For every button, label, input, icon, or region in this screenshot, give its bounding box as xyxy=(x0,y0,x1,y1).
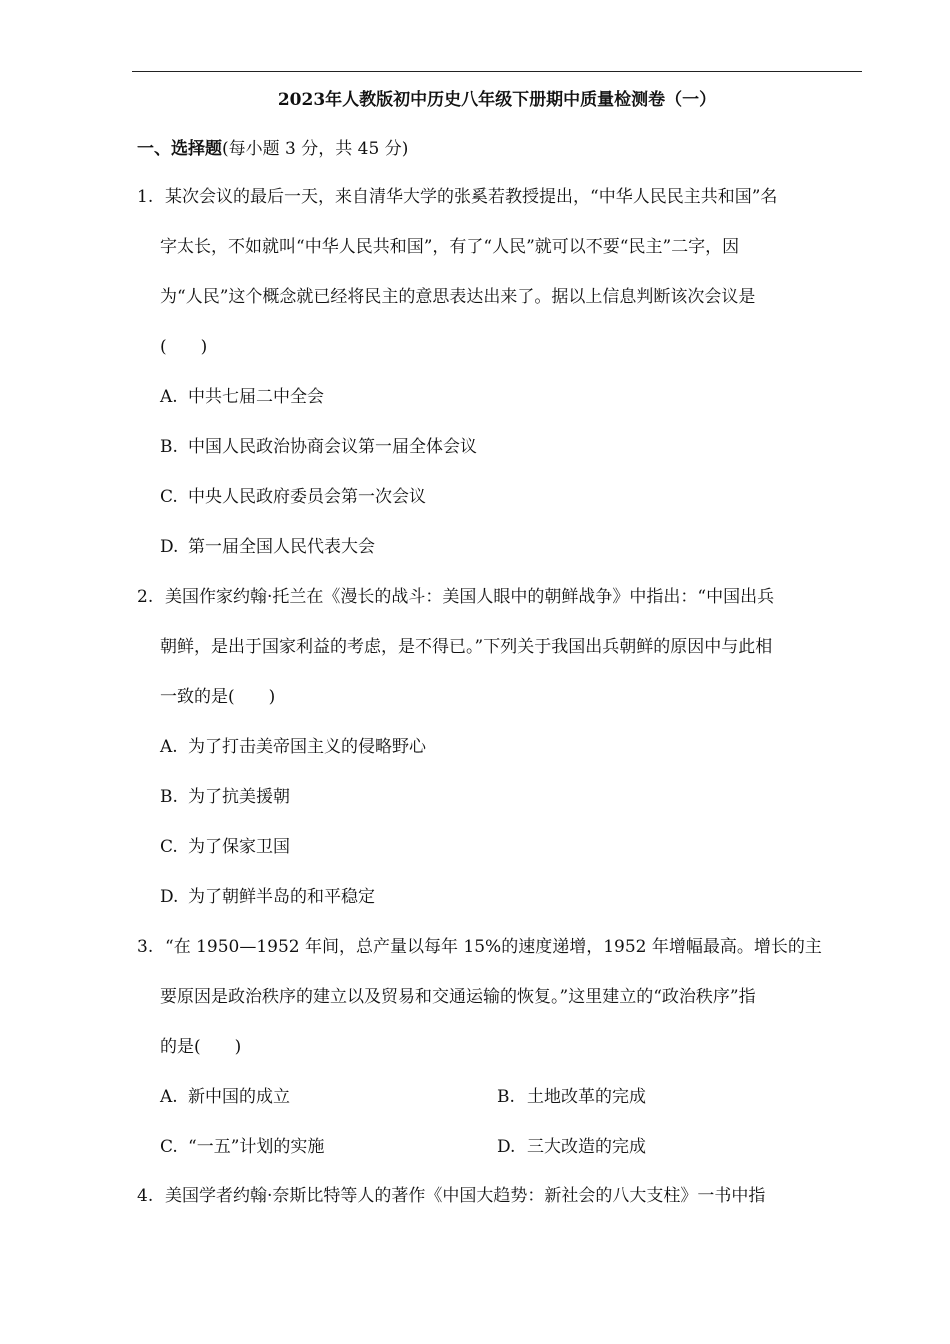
question-3-line-2: 要原因是政治秩序的建立以及贸易和交通运输的恢复。”这里建立的“政治秩序”指 xyxy=(160,987,756,1007)
section-heading xyxy=(137,137,408,161)
question-1-answer-blank: ( ) xyxy=(160,337,208,357)
question-1-option-d[interactable] xyxy=(160,535,375,559)
question-1-option-a[interactable] xyxy=(160,385,324,409)
option-letter: C. xyxy=(160,487,178,507)
option-letter: C. xyxy=(160,837,178,857)
header-rule xyxy=(132,71,862,72)
question-2-text: 美国作家约翰·托兰在《漫长的战斗：美国人眼中的朝鲜战争》中指出：“中国出兵 xyxy=(165,587,775,607)
option-letter: C. xyxy=(160,1137,178,1157)
option-letter: D. xyxy=(497,1137,516,1157)
question-4-line-1 xyxy=(137,1184,765,1208)
question-2-line-2: 朝鲜，是出于国家利益的考虑，是不得已。”下列关于我国出兵朝鲜的原因中与此相 xyxy=(160,637,773,657)
option-letter: B. xyxy=(160,787,178,807)
option-letter: B. xyxy=(160,437,178,457)
question-1-option-c[interactable] xyxy=(160,485,426,509)
question-3-option-b[interactable] xyxy=(497,1085,646,1109)
page-title: 2023年人教版初中历史八年级下册期中质量检测卷（一） xyxy=(277,90,717,110)
option-text: 为了朝鲜半岛的和平稳定 xyxy=(188,887,375,907)
option-text: “一五”计划的实施 xyxy=(188,1137,325,1157)
question-2-option-a[interactable] xyxy=(160,735,426,759)
question-2-option-c[interactable] xyxy=(160,835,290,859)
option-letter: D. xyxy=(160,537,179,557)
question-1-line-2: 字太长，不如就叫“中华人民共和国”，有了“人民”就可以不要“民主”二字，因 xyxy=(160,237,740,257)
option-letter: D. xyxy=(160,887,179,907)
section-label: 一、选择题 xyxy=(137,139,222,159)
question-2-option-b[interactable] xyxy=(160,785,290,809)
option-text: 中共七届二中全会 xyxy=(188,387,324,407)
option-text: 中国人民政治协商会议第一届全体会议 xyxy=(188,437,477,457)
question-2-line-3: 一致的是( ) xyxy=(160,687,276,707)
question-1-line-1 xyxy=(137,185,777,209)
option-text: 土地改革的完成 xyxy=(527,1087,646,1107)
option-letter: A. xyxy=(160,387,178,407)
option-text: 为了打击美帝国主义的侵略野心 xyxy=(188,737,426,757)
question-3-option-d[interactable] xyxy=(497,1135,646,1159)
option-text: 中央人民政府委员会第一次会议 xyxy=(188,487,426,507)
question-3-line-1 xyxy=(137,935,822,959)
question-1-number: 1. xyxy=(137,187,154,207)
option-text: 为了保家卫国 xyxy=(188,837,290,857)
option-text: 第一届全国人民代表大会 xyxy=(188,537,375,557)
option-letter: A. xyxy=(160,737,178,757)
question-1-line-3: 为“人民”这个概念就已经将民主的意思表达出来了。据以上信息判断该次会议是 xyxy=(160,287,756,307)
question-2-number: 2. xyxy=(137,587,154,607)
option-text: 三大改造的完成 xyxy=(527,1137,646,1157)
question-3-text: “在 1950—1952 年间，总产量以每年 15%的速度递增，1952 年增幅最高。增长的主 xyxy=(165,937,822,957)
question-2-line-1 xyxy=(137,585,774,609)
option-letter: B. xyxy=(497,1087,515,1107)
option-text: 新中国的成立 xyxy=(188,1087,290,1107)
question-3-number: 3. xyxy=(137,937,154,957)
question-3-line-3: 的是( ) xyxy=(160,1037,242,1057)
question-1-option-b[interactable] xyxy=(160,435,477,459)
option-letter: A. xyxy=(160,1087,178,1107)
question-4-text: 美国学者约翰·奈斯比特等人的著作《中国大趋势：新社会的八大支柱》一书中指 xyxy=(165,1186,766,1206)
question-3-option-a[interactable] xyxy=(160,1085,290,1109)
option-text: 为了抗美援朝 xyxy=(188,787,290,807)
question-2-option-d[interactable] xyxy=(160,885,375,909)
section-note: (每小题 3 分，共 45 分) xyxy=(222,139,409,159)
question-3-option-c[interactable] xyxy=(160,1135,324,1159)
question-1-text: 某次会议的最后一天，来自清华大学的张奚若教授提出，“中华人民民主共和国”名 xyxy=(165,187,778,207)
question-4-number: 4. xyxy=(137,1186,154,1206)
